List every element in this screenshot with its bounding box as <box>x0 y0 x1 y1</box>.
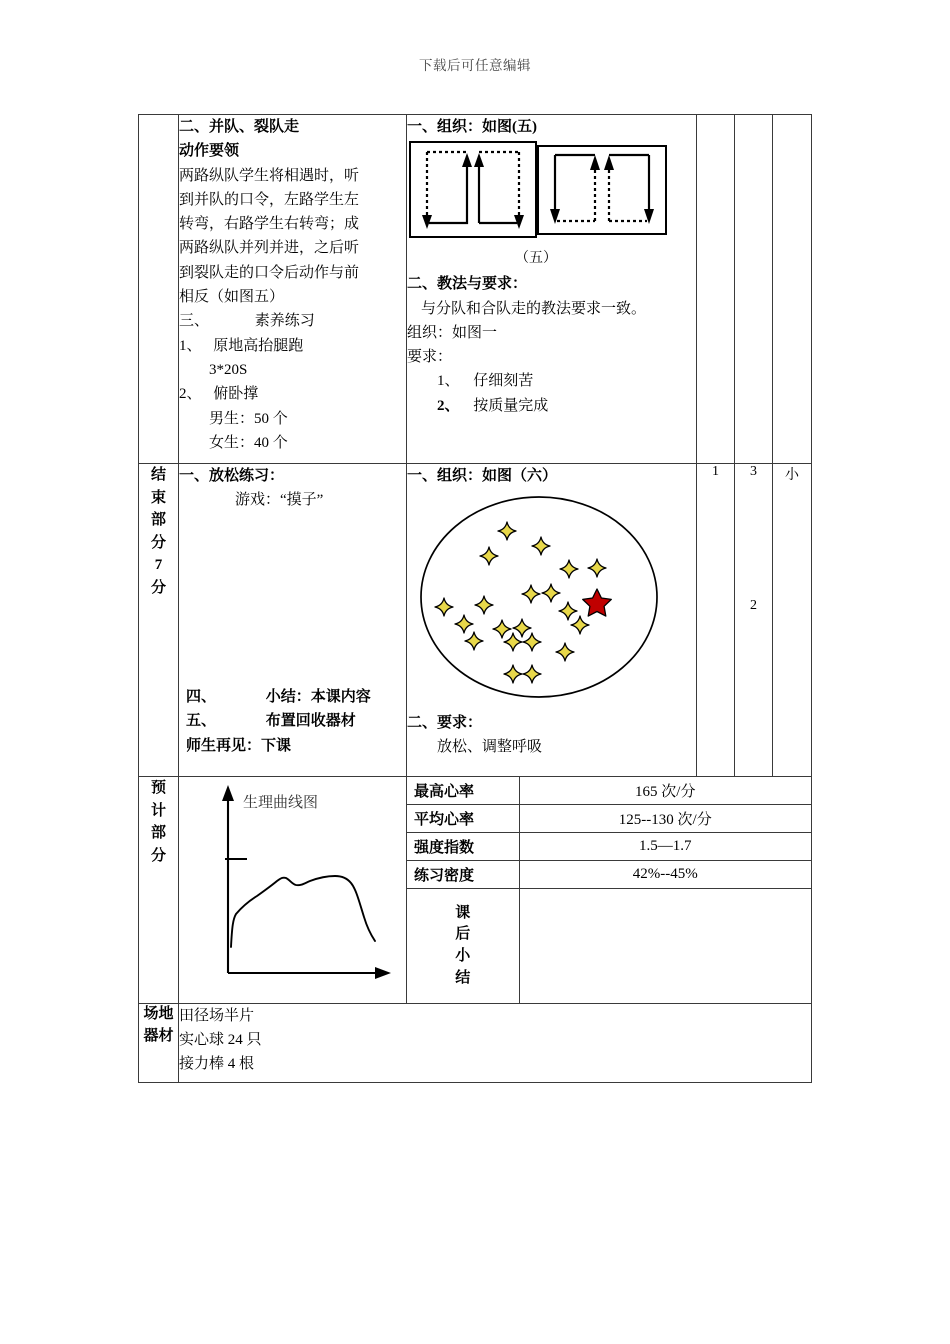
row2-label-char-3: 部 <box>150 512 166 528</box>
figure-five-caption: （五） <box>515 250 557 266</box>
row3-label-char-1: 预 <box>150 780 166 796</box>
lesson-plan-table <box>138 114 812 1083</box>
metrics-table <box>407 777 811 1003</box>
row2-farewell: 师生再见：下课 <box>186 737 292 754</box>
row1-method-req-1-text: 仔细刻苦 <box>473 373 534 390</box>
note-label-char-3: 小 <box>455 948 471 964</box>
metric-value-avg-hr: 125--130 次/分 <box>519 805 811 833</box>
row1-times-cell <box>735 115 773 464</box>
row2-item-4-num: 四、 <box>186 689 217 706</box>
row1-body-line-6: 相反（如图五） <box>179 289 285 306</box>
circle-game-diagram <box>407 494 696 708</box>
row2-item-5-num: 五、 <box>186 713 217 730</box>
physiological-curve-cell <box>179 777 407 1004</box>
row2-label-char-2: 束 <box>150 489 166 506</box>
row1-item-3-num: 三、 <box>179 313 210 330</box>
row2-label-char-5: 7 <box>154 557 163 573</box>
row1-sub-1-detail: 3*20S <box>209 361 248 378</box>
row1-method-heading-1: 一、组织：如图(五) <box>407 119 537 135</box>
row2-intensity-cell: 小 <box>773 464 812 777</box>
row1-method-line-3: 要求： <box>407 349 453 366</box>
table-row-venue-equipment <box>139 1004 812 1083</box>
row4-venue-label <box>139 1004 179 1083</box>
equipment-item-1: 田径场半片 <box>179 1008 255 1024</box>
row2-label-char-1: 结 <box>150 467 166 483</box>
metric-value-intensity-index: 1.5—1.7 <box>519 833 811 861</box>
row2-content-cell <box>179 464 407 777</box>
row1-method-req-2-num: 2、 <box>437 397 460 414</box>
row1-sub-1-num: 1、 <box>179 337 202 354</box>
post-class-note-row <box>407 889 811 1004</box>
table-row-ending-part <box>139 464 812 777</box>
row1-count-cell <box>697 115 735 464</box>
row1-body-line-4: 两路纵队并列并进，之后听 <box>179 240 360 257</box>
metric-key-max-hr: 最高心率 <box>407 777 519 805</box>
row2-times-cell <box>735 464 773 777</box>
metric-value-practice-density: 42%--45% <box>519 861 811 889</box>
note-label-char-4: 结 <box>455 969 471 986</box>
row1-sub-2-detail-female: 女生：40 个 <box>209 434 288 451</box>
row1-method-heading-2: 二、教法与要求： <box>407 276 528 293</box>
row1-method-req-1-num: 1、 <box>437 373 460 390</box>
note-label-char-1: 课 <box>455 904 471 921</box>
equipment-list-cell <box>179 1004 407 1083</box>
row1-intensity-cell <box>773 115 812 464</box>
row4-label-line-1: 场地 <box>143 1006 174 1022</box>
row1-method-line-2: 组织：如图一 <box>407 324 498 341</box>
row3-metrics-and-note-cell <box>407 777 812 1004</box>
metric-key-practice-density: 练习密度 <box>407 861 519 889</box>
row1-content-cell <box>179 115 407 464</box>
row1-heading-2: 动作要领 <box>179 143 240 160</box>
row1-body-line-1: 两路纵队学生将相遇时，听 <box>179 167 360 184</box>
row2-count-cell: 1 <box>697 464 735 777</box>
row2-method-cell <box>407 464 697 777</box>
row3-label-char-2: 计 <box>150 802 166 819</box>
row2-times-bottom: 2 <box>750 598 757 613</box>
equipment-item-3: 接力棒 4 根 <box>179 1056 255 1072</box>
row2-heading-1: 一、放松练习： <box>179 468 285 484</box>
row1-sub-1-text: 原地高抬腿跑 <box>213 337 304 354</box>
row3-stage-label <box>139 777 179 1004</box>
note-label-char-2: 后 <box>455 926 471 943</box>
post-class-note-value <box>519 889 811 1004</box>
row2-method-line-1: 放松、调整呼吸 <box>437 738 543 755</box>
row1-method-req-2 <box>407 394 696 418</box>
row1-method-req-1 <box>407 369 696 393</box>
metric-key-avg-hr: 平均心率 <box>407 805 519 833</box>
row1-body-line-2: 到并队的口令，左路学生左 <box>179 191 360 208</box>
row1-stage-label <box>139 115 179 464</box>
metric-key-intensity-index: 强度指数 <box>407 833 519 861</box>
row2-method-heading-1: 一、组织：如图（六） <box>407 468 558 484</box>
row2-times-top: 3 <box>750 464 757 479</box>
post-class-note-label <box>407 889 519 1004</box>
metrics-row <box>407 777 811 805</box>
row4-spacer-cell <box>407 1004 812 1083</box>
row2-item-4-text: 小结：本课内容 <box>265 689 371 706</box>
row3-label-char-3: 部 <box>150 825 166 841</box>
page-watermark: 下载后可任意编辑 <box>419 58 531 73</box>
equipment-item-2: 实心球 24 只 <box>179 1032 262 1048</box>
row2-item-5 <box>186 709 400 733</box>
row1-sub-2-text: 俯卧撑 <box>213 386 259 403</box>
row1-heading-1: 二、并队、裂队走 <box>179 119 300 135</box>
row1-item-3-text: 素养练习 <box>254 313 315 330</box>
table-row-part-one <box>139 115 812 464</box>
row1-sub-2-num: 2、 <box>179 386 202 403</box>
metric-value-max-hr: 165 次/分 <box>519 777 811 805</box>
curve-chart-title: 生理曲线图 <box>243 795 319 811</box>
row2-label-char-4: 分 <box>150 534 166 551</box>
row1-method-line-1: 与分队和合队走的教法要求一致。 <box>421 300 647 317</box>
row2-item-5-text: 布置回收器材 <box>265 713 356 730</box>
metrics-row <box>407 805 811 833</box>
metrics-row <box>407 861 811 889</box>
row3-label-char-4: 分 <box>150 847 166 864</box>
row2-game-label: 游戏：“摸子” <box>235 492 324 509</box>
row1-body-line-5: 到裂队走的口令后动作与前 <box>179 264 360 281</box>
row2-label-char-6: 分 <box>150 579 166 596</box>
row1-body-line-3: 转弯，右路学生右转弯；成 <box>179 216 360 233</box>
row1-sub-2-detail-male: 男生：50 个 <box>209 410 288 427</box>
catcher-star <box>583 589 612 616</box>
row1-method-req-2-text: 按质量完成 <box>473 397 549 414</box>
row1-sub-1 <box>179 334 406 358</box>
row1-method-cell <box>407 115 697 464</box>
row1-item-3 <box>179 309 406 333</box>
row2-method-heading-2: 二、要求： <box>407 714 483 731</box>
row1-sub-2 <box>179 382 406 406</box>
formation-diagram-five <box>409 141 667 246</box>
metrics-row <box>407 833 811 861</box>
row4-label-line-2: 器材 <box>143 1027 174 1044</box>
table-row-estimated-part <box>139 777 812 1004</box>
row2-item-4 <box>186 685 400 709</box>
row2-stage-label <box>139 464 179 777</box>
